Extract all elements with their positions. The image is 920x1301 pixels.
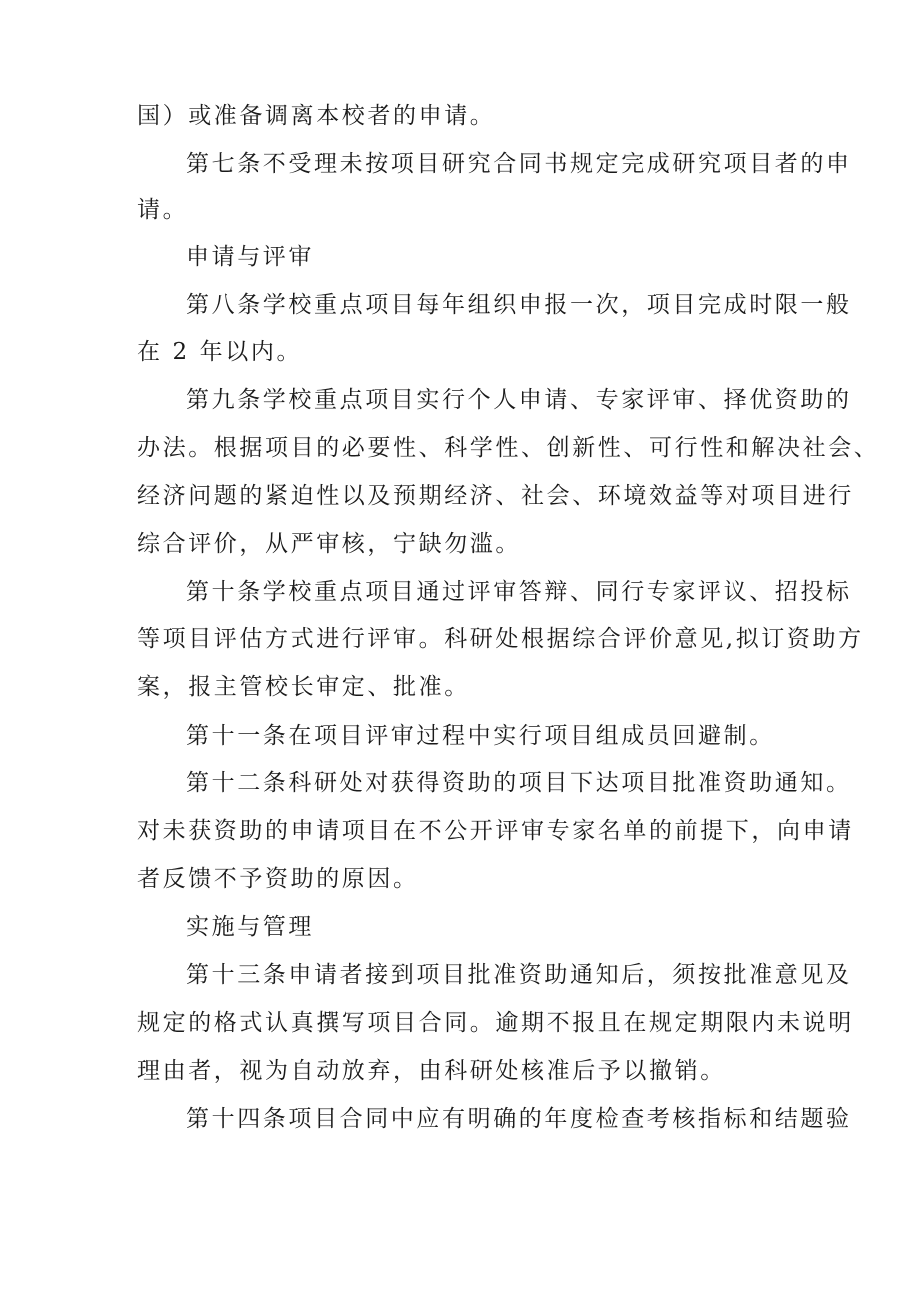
text-line: 者反馈不予资助的原因。 [137, 866, 419, 892]
text-line: 第七条不受理未按项目研究合同书规定完成研究项目者的申 [186, 151, 852, 177]
text-line: 综合评价，从严审核，宁缺勿滥。 [137, 531, 521, 557]
text-line: 国）或准备调离本校者的申请。 [137, 103, 496, 129]
text-line: 第九条学校重点项目实行个人申请、专家评审、择优资助的 [186, 387, 852, 413]
text-line: 第八条学校重点项目每年组织申报一次，项目完成时限一般 [186, 292, 852, 318]
text-line: 等项目评估方式进行评审。科研处根据综合评价意见,拟订资助方 [137, 626, 864, 652]
section-heading: 申请与评审 [186, 244, 314, 270]
section-heading: 实施与管理 [186, 914, 314, 940]
text-line: 第十三条申请者接到项目批准资助通知后，须按批准意见及 [186, 962, 852, 988]
text-line: 经济问题的紧迫性以及预期经济、社会、环境效益等对项目进行 [137, 483, 854, 509]
text-line: 第十四条项目合同中应有明确的年度检查考核指标和结题验 [186, 1106, 852, 1132]
text-line: 第十二条科研处对获得资助的项目下达项目批准资助通知。 [186, 770, 852, 796]
text-line: 办法。根据项目的必要性、科学性、创新性、可行性和解决社会、 [137, 435, 880, 461]
text-line: 规定的格式认真撰写项目合同。逾期不报且在规定期限内未说明 [137, 1010, 854, 1036]
text-line: 对未获资助的申请项目在不公开评审专家名单的前提下，向申请 [137, 818, 854, 844]
text-line: 理由者，视为自动放弃，由科研处核准后予以撤销。 [137, 1058, 726, 1084]
text-line: 请。 [137, 197, 189, 223]
text-line: 第十一条在项目评审过程中实行项目组成员回避制。 [186, 723, 775, 749]
text-line: 第十条学校重点项目通过评审答辩、同行专家评议、招投标 [186, 579, 852, 605]
text-line: 在 2 年以内。 [137, 339, 303, 365]
text-line: 案，报主管校长审定、批准。 [137, 674, 470, 700]
